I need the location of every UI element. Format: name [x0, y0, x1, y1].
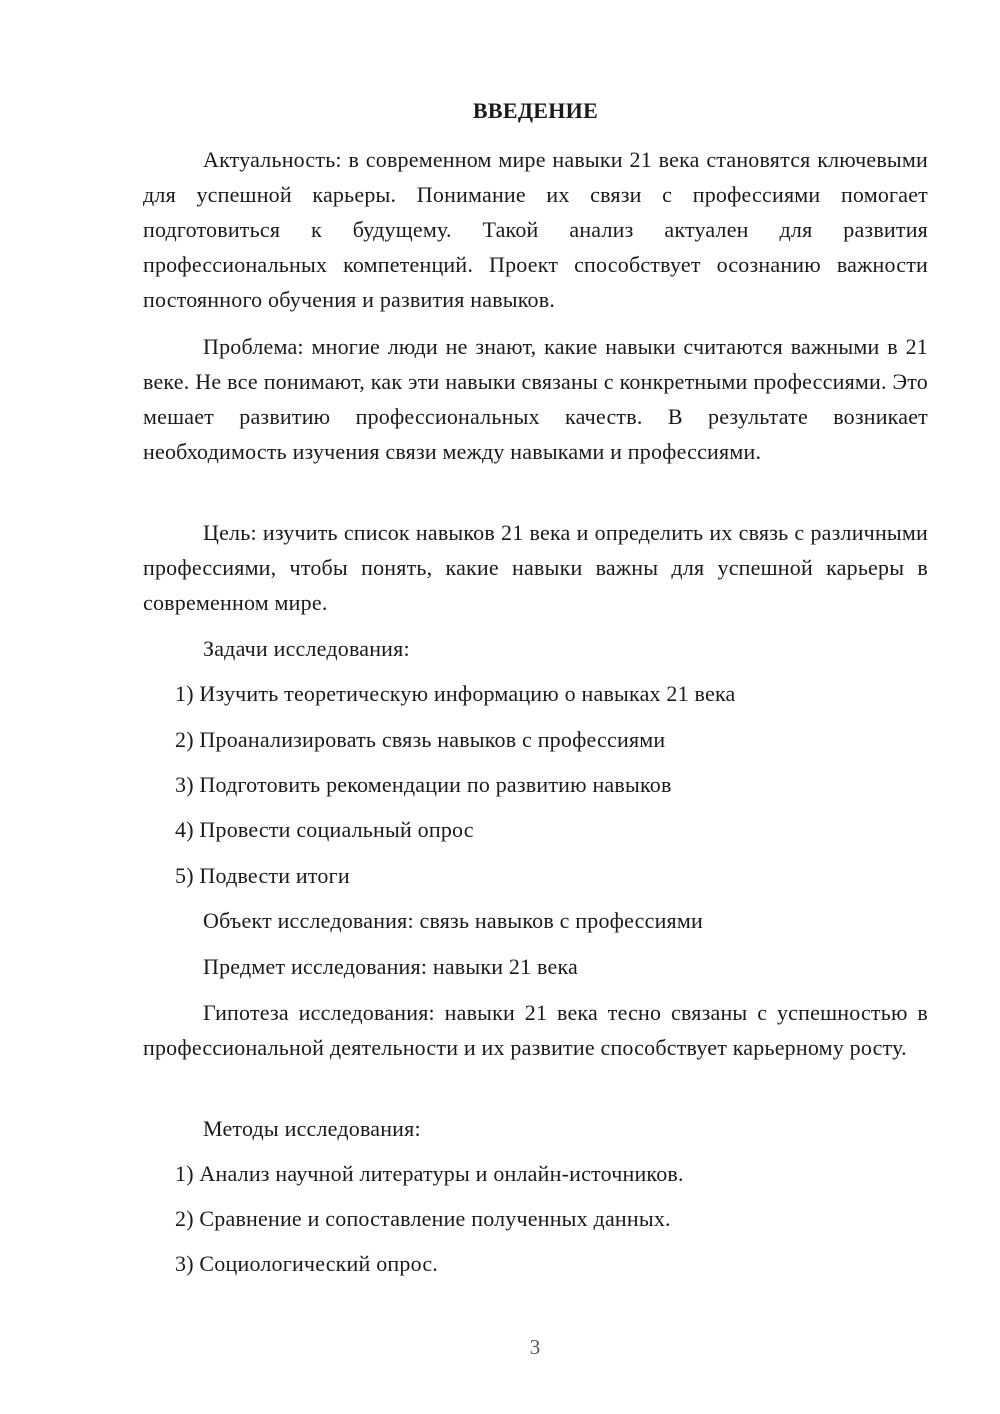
page-number: 3 — [529, 1335, 541, 1359]
method-item-2: 2) Сравнение и сопоставление полученных данных. — [175, 1206, 671, 1231]
task-item-4: 4) Провести социальный опрос — [175, 817, 474, 842]
hypothesis-paragraph: Гипотеза исследования: навыки 21 века тесно связаны с успешностью в профессиональной деятельности и их развитие способствует карьерному росту. — [143, 1000, 928, 1060]
method-item-3: 3) Социологический опрос. — [175, 1251, 438, 1276]
methods-label: Методы исследования: — [203, 1116, 421, 1141]
goal-paragraph: Цель: изучить список навыков 21 века и определить их связь с различными профессиями, чтобы понять, какие навыки важны для успешной карьеры в современном мире. — [143, 520, 928, 615]
relevance-paragraph: Актуальность: в современном мире навыки 21 века становятся ключевыми для успешной карьеры. Понимание их связи с профессиями помогает подготовиться к будущему. Такой анализ актуален для развития профессиональных компетенций. Проект способствует осознанию важности постоянного обучения и развития навыков. — [143, 147, 928, 312]
section-heading: ВВЕДЕНИЕ — [472, 98, 599, 123]
problem-paragraph: Проблема: многие люди не знают, какие навыки считаются важными в 21 веке. Не все понимают, как эти навыки связаны с конкретными профессиями. Это мешает развитию профессиональных качеств. В результате возникает необходимость изучения связи между навыками и профессиями. — [143, 334, 928, 464]
tasks-label: Задачи исследования: — [203, 636, 410, 661]
method-item-1: 1) Анализ научной литературы и онлайн-источников. — [175, 1161, 684, 1186]
task-item-1: 1) Изучить теоретическую информацию о навыках 21 века — [175, 681, 736, 706]
research-subject: Предмет исследования: навыки 21 века — [203, 954, 578, 979]
task-item-2: 2) Проанализировать связь навыков с профессиями — [175, 727, 666, 752]
task-item-3: 3) Подготовить рекомендации по развитию навыков — [175, 772, 672, 797]
task-item-5: 5) Подвести итоги — [175, 863, 350, 888]
research-object: Объект исследования: связь навыков с профессиями — [203, 908, 703, 933]
